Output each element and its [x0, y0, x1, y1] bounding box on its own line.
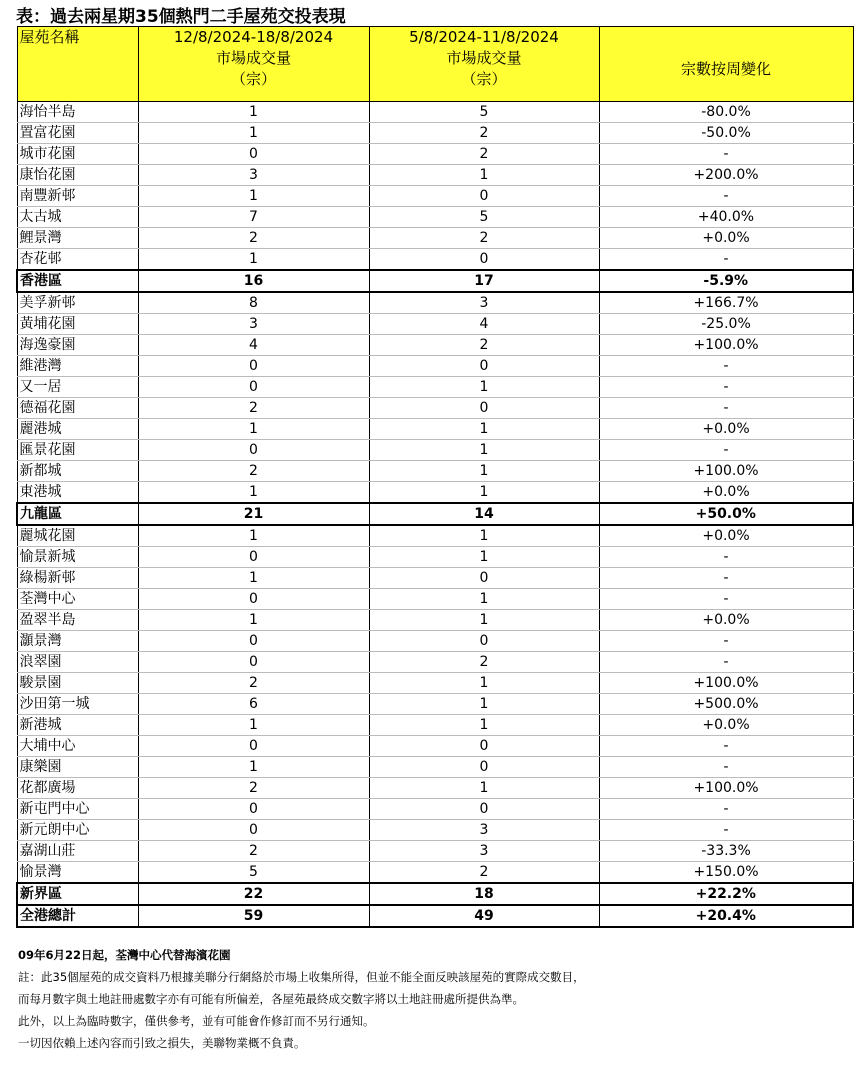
- previous-week-cell: 18: [369, 883, 599, 905]
- table-row: [17, 356, 853, 377]
- weekly-change-cell: -: [599, 440, 853, 461]
- current-week-cell: 0: [138, 589, 369, 610]
- current-week-cell: 0: [138, 356, 369, 377]
- weekly-change-cell: -: [599, 144, 853, 165]
- header-current-week: [138, 27, 369, 102]
- estate-name-cell: 南豐新邨: [17, 186, 138, 207]
- weekly-change-cell: +22.2%: [599, 883, 853, 905]
- table-row: [17, 841, 853, 862]
- header-previous-week-dates: 5/8/2024-11/8/2024: [409, 28, 559, 46]
- footnotes: [18, 944, 585, 1054]
- estate-name-cell: 黃埔花園: [17, 314, 138, 335]
- current-week-cell: 1: [138, 568, 369, 589]
- weekly-change-cell: -: [599, 589, 853, 610]
- estate-name-cell: 康樂園: [17, 757, 138, 778]
- weekly-change-cell: -: [599, 398, 853, 419]
- weekly-change-cell: -: [599, 799, 853, 820]
- weekly-change-cell: -: [599, 652, 853, 673]
- current-week-cell: 3: [138, 314, 369, 335]
- current-week-cell: 1: [138, 757, 369, 778]
- table-row: [17, 589, 853, 610]
- table-row: [17, 102, 853, 123]
- current-week-cell: 2: [138, 778, 369, 799]
- previous-week-cell: 1: [369, 610, 599, 631]
- header-current-week-label: 市場成交量: [215, 49, 291, 67]
- previous-week-cell: 1: [369, 482, 599, 504]
- table-row: [17, 757, 853, 778]
- weekly-change-cell: -: [599, 377, 853, 398]
- footnote-line: 而每月數字與土地註冊處數字亦有可能有所偏差，各屋苑最終成交數字將以土地註冊處所提供為準。: [18, 992, 524, 1006]
- previous-week-cell: 0: [369, 568, 599, 589]
- table-row: [17, 736, 853, 757]
- table-row: [17, 694, 853, 715]
- table-row: [17, 165, 853, 186]
- header-estate-name: 屋苑名稱: [17, 27, 138, 102]
- previous-week-cell: 0: [369, 398, 599, 419]
- previous-week-cell: 0: [369, 799, 599, 820]
- estate-name-cell: 嘉湖山莊: [17, 841, 138, 862]
- table-row: [17, 799, 853, 820]
- previous-week-cell: 2: [369, 144, 599, 165]
- weekly-change-cell: +0.0%: [599, 610, 853, 631]
- weekly-change-cell: +20.4%: [599, 905, 853, 927]
- table-row: [17, 525, 853, 547]
- estate-name-cell: 花都廣場: [17, 778, 138, 799]
- estate-name-cell: 麗城花園: [17, 525, 138, 547]
- table-row: [17, 631, 853, 652]
- table-row: [17, 715, 853, 736]
- current-week-cell: 1: [138, 610, 369, 631]
- previous-week-cell: 0: [369, 186, 599, 207]
- current-week-cell: 1: [138, 715, 369, 736]
- footnote-line: 一切因依賴上述內容而引致之損失，美聯物業概不負責。: [18, 1036, 306, 1050]
- estate-name-cell: 德福花園: [17, 398, 138, 419]
- current-week-cell: 2: [138, 228, 369, 249]
- previous-week-cell: 0: [369, 736, 599, 757]
- previous-week-cell: 1: [369, 419, 599, 440]
- previous-week-cell: 1: [369, 547, 599, 568]
- current-week-cell: 1: [138, 123, 369, 144]
- current-week-cell: 0: [138, 736, 369, 757]
- current-week-cell: 1: [138, 249, 369, 271]
- previous-week-cell: 17: [369, 270, 599, 292]
- table-row: [17, 123, 853, 144]
- current-week-cell: 2: [138, 461, 369, 482]
- table-row: [17, 144, 853, 165]
- weekly-change-cell: -: [599, 547, 853, 568]
- previous-week-cell: 14: [369, 503, 599, 525]
- previous-week-cell: 5: [369, 207, 599, 228]
- current-week-cell: 1: [138, 419, 369, 440]
- previous-week-cell: 3: [369, 820, 599, 841]
- table-row: [17, 440, 853, 461]
- estate-name-cell: 愉景新城: [17, 547, 138, 568]
- estate-name-cell: 沙田第一城: [17, 694, 138, 715]
- district-subtotal-row: [17, 503, 853, 525]
- estate-name-cell: 灝景灣: [17, 631, 138, 652]
- total-row: [17, 905, 853, 927]
- previous-week-cell: 3: [369, 841, 599, 862]
- weekly-change-cell: +500.0%: [599, 694, 853, 715]
- current-week-cell: 0: [138, 547, 369, 568]
- previous-week-cell: 2: [369, 335, 599, 356]
- transactions-table: [16, 26, 854, 928]
- estate-name-cell: 九龍區: [17, 503, 138, 525]
- header-previous-week-unit: （宗）: [461, 70, 507, 88]
- weekly-change-cell: -50.0%: [599, 123, 853, 144]
- table-row: [17, 862, 853, 884]
- estate-name-cell: 維港灣: [17, 356, 138, 377]
- weekly-change-cell: +0.0%: [599, 525, 853, 547]
- table-row: [17, 398, 853, 419]
- weekly-change-cell: -: [599, 820, 853, 841]
- weekly-change-cell: -25.0%: [599, 314, 853, 335]
- estate-name-cell: 匯景花園: [17, 440, 138, 461]
- estate-name-cell: 太古城: [17, 207, 138, 228]
- estate-name-cell: 浪翠園: [17, 652, 138, 673]
- current-week-cell: 4: [138, 335, 369, 356]
- table-row: [17, 335, 853, 356]
- estate-name-cell: 駿景園: [17, 673, 138, 694]
- table-row: [17, 186, 853, 207]
- previous-week-cell: 0: [369, 356, 599, 377]
- table-row: [17, 292, 853, 314]
- estate-name-cell: 東港城: [17, 482, 138, 504]
- previous-week-cell: 1: [369, 778, 599, 799]
- table-row: [17, 610, 853, 631]
- table-row: [17, 482, 853, 504]
- table-row: [17, 228, 853, 249]
- weekly-change-cell: -5.9%: [599, 270, 853, 292]
- estate-name-cell: 香港區: [17, 270, 138, 292]
- estate-name-cell: 荃灣中心: [17, 589, 138, 610]
- previous-week-cell: 1: [369, 377, 599, 398]
- previous-week-cell: 0: [369, 631, 599, 652]
- previous-week-cell: 0: [369, 757, 599, 778]
- weekly-change-cell: -: [599, 186, 853, 207]
- current-week-cell: 0: [138, 144, 369, 165]
- table-row: [17, 314, 853, 335]
- previous-week-cell: 1: [369, 165, 599, 186]
- previous-week-cell: 1: [369, 589, 599, 610]
- previous-week-cell: 2: [369, 862, 599, 884]
- weekly-change-cell: +100.0%: [599, 778, 853, 799]
- district-subtotal-row: [17, 270, 853, 292]
- estate-name-cell: 綠楊新邨: [17, 568, 138, 589]
- footnote-line: 註：此35個屋苑的成交資料乃根據美聯分行網絡於市場上收集所得，但並不能全面反映該屋苑的實際成交數目，: [18, 970, 585, 984]
- previous-week-cell: 1: [369, 440, 599, 461]
- current-week-cell: 1: [138, 186, 369, 207]
- header-weekly-change: 宗數按周變化: [599, 27, 853, 102]
- previous-week-cell: 0: [369, 249, 599, 271]
- estate-name-cell: 大埔中心: [17, 736, 138, 757]
- estate-name-cell: 新界區: [17, 883, 138, 905]
- current-week-cell: 6: [138, 694, 369, 715]
- current-week-cell: 5: [138, 862, 369, 884]
- current-week-cell: 0: [138, 440, 369, 461]
- weekly-change-cell: +166.7%: [599, 292, 853, 314]
- estate-name-cell: 杏花邨: [17, 249, 138, 271]
- footnote-line: 此外，以上為臨時數字，僅供參考，並有可能會作修訂而不另行通知。: [18, 1014, 375, 1028]
- header-previous-week-label: 市場成交量: [446, 49, 522, 67]
- current-week-cell: 1: [138, 525, 369, 547]
- weekly-change-cell: -33.3%: [599, 841, 853, 862]
- previous-week-cell: 1: [369, 461, 599, 482]
- table-row: [17, 377, 853, 398]
- weekly-change-cell: +0.0%: [599, 715, 853, 736]
- estate-name-cell: 置富花園: [17, 123, 138, 144]
- previous-week-cell: 3: [369, 292, 599, 314]
- estate-name-cell: 新屯門中心: [17, 799, 138, 820]
- weekly-change-cell: -: [599, 631, 853, 652]
- weekly-change-cell: +50.0%: [599, 503, 853, 525]
- estate-name-cell: 新都城: [17, 461, 138, 482]
- weekly-change-cell: +0.0%: [599, 228, 853, 249]
- table-row: [17, 778, 853, 799]
- current-week-cell: 7: [138, 207, 369, 228]
- estate-name-cell: 海逸豪園: [17, 335, 138, 356]
- previous-week-cell: 5: [369, 102, 599, 123]
- district-subtotal-row: [17, 883, 853, 905]
- current-week-cell: 0: [138, 631, 369, 652]
- weekly-change-cell: -: [599, 356, 853, 377]
- footnote-replacement: 09年6月22日起，荃灣中心代替海濱花園: [18, 948, 231, 962]
- table-row: [17, 547, 853, 568]
- current-week-cell: 21: [138, 503, 369, 525]
- weekly-change-cell: +100.0%: [599, 335, 853, 356]
- header-current-week-dates: 12/8/2024-18/8/2024: [173, 28, 334, 46]
- estate-name-cell: 海怡半島: [17, 102, 138, 123]
- weekly-change-cell: -: [599, 568, 853, 589]
- table-row: [17, 652, 853, 673]
- current-week-cell: 3: [138, 165, 369, 186]
- estate-name-cell: 新港城: [17, 715, 138, 736]
- weekly-change-cell: +100.0%: [599, 461, 853, 482]
- weekly-change-cell: +150.0%: [599, 862, 853, 884]
- estate-name-cell: 全港總計: [17, 905, 138, 927]
- estate-name-cell: 鯉景灣: [17, 228, 138, 249]
- table-row: [17, 820, 853, 841]
- table-row: [17, 461, 853, 482]
- weekly-change-cell: +100.0%: [599, 673, 853, 694]
- estate-name-cell: 麗港城: [17, 419, 138, 440]
- table-title: 表：過去兩星期35個熱門二手屋苑交投表現: [16, 7, 346, 27]
- estate-name-cell: 康怡花園: [17, 165, 138, 186]
- weekly-change-cell: +0.0%: [599, 482, 853, 504]
- table-row: [17, 673, 853, 694]
- weekly-change-cell: -: [599, 757, 853, 778]
- table-row: [17, 207, 853, 228]
- estate-name-cell: 新元朗中心: [17, 820, 138, 841]
- header-current-week-unit: （宗）: [230, 70, 276, 88]
- weekly-change-cell: +0.0%: [599, 419, 853, 440]
- current-week-cell: 2: [138, 398, 369, 419]
- estate-name-cell: 美孚新邨: [17, 292, 138, 314]
- previous-week-cell: 2: [369, 123, 599, 144]
- current-week-cell: 16: [138, 270, 369, 292]
- table-row: [17, 249, 853, 271]
- current-week-cell: 22: [138, 883, 369, 905]
- current-week-cell: 0: [138, 799, 369, 820]
- estate-name-cell: 盈翠半島: [17, 610, 138, 631]
- weekly-change-cell: -80.0%: [599, 102, 853, 123]
- estate-name-cell: 又一居: [17, 377, 138, 398]
- current-week-cell: 0: [138, 377, 369, 398]
- weekly-change-cell: -: [599, 736, 853, 757]
- previous-week-cell: 1: [369, 673, 599, 694]
- previous-week-cell: 1: [369, 525, 599, 547]
- previous-week-cell: 4: [369, 314, 599, 335]
- table-body: [17, 102, 853, 928]
- current-week-cell: 1: [138, 102, 369, 123]
- previous-week-cell: 1: [369, 715, 599, 736]
- header-previous-week: [369, 27, 599, 102]
- current-week-cell: 59: [138, 905, 369, 927]
- current-week-cell: 2: [138, 673, 369, 694]
- previous-week-cell: 2: [369, 652, 599, 673]
- estate-name-cell: 愉景灣: [17, 862, 138, 884]
- current-week-cell: 2: [138, 841, 369, 862]
- table-row: [17, 568, 853, 589]
- previous-week-cell: 1: [369, 694, 599, 715]
- weekly-change-cell: +40.0%: [599, 207, 853, 228]
- current-week-cell: 8: [138, 292, 369, 314]
- weekly-change-cell: -: [599, 249, 853, 271]
- current-week-cell: 0: [138, 652, 369, 673]
- current-week-cell: 1: [138, 482, 369, 504]
- previous-week-cell: 2: [369, 228, 599, 249]
- estate-name-cell: 城市花園: [17, 144, 138, 165]
- table-row: [17, 419, 853, 440]
- previous-week-cell: 49: [369, 905, 599, 927]
- header-row: [17, 27, 853, 102]
- weekly-change-cell: +200.0%: [599, 165, 853, 186]
- current-week-cell: 0: [138, 820, 369, 841]
